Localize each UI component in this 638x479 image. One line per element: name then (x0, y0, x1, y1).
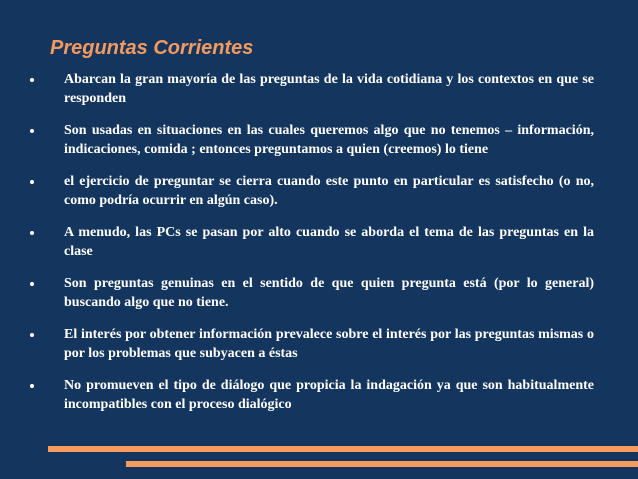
list-item (30, 325, 594, 363)
bullet-dot-icon (30, 333, 34, 337)
bullet-text: Abarcan la gran mayoría de las preguntas de la vida cotidiana y los contextos en que se responden (64, 72, 594, 106)
bullet-text: Son preguntas genuinas en el sentido de que quien pregunta está (por lo general) buscando algo que no tiene. (64, 276, 594, 310)
bullet-text: A menudo, las PCs se pasan por alto cuando se aborda el tema de las preguntas en la clase (64, 225, 594, 259)
bullet-dot-icon (30, 180, 34, 184)
bullet-dot-icon (30, 78, 34, 82)
bullet-dot-icon (30, 282, 34, 286)
bullet-text: No promueven el tipo de diálogo que propicia la indagación ya que son habitualmente incompatibles con el proceso dialógico (64, 378, 594, 412)
bullet-list (30, 70, 594, 427)
bullet-dot-icon (30, 231, 34, 235)
list-item (30, 172, 594, 210)
bullet-text: el ejercicio de preguntar se cierra cuando este punto en particular es satisfecho (o no, como podría ocurrir en algún caso). (64, 174, 594, 208)
decorative-stripe-bottom (126, 461, 638, 467)
list-item (30, 70, 594, 108)
decorative-stripe-top (48, 446, 638, 452)
bullet-text: Son usadas en situaciones en las cuales queremos algo que no tenemos – información, indicaciones, comida ; entonces preguntamos a quien (creemos) lo tiene (64, 123, 594, 157)
bullet-dot-icon (30, 384, 34, 388)
list-item (30, 121, 594, 159)
bullet-text: El interés por obtener información prevalece sobre el interés por las preguntas mismas o por los problemas que subyacen a éstas (64, 327, 594, 361)
bullet-dot-icon (30, 129, 34, 133)
list-item (30, 376, 594, 414)
list-item (30, 274, 594, 312)
slide-title: Preguntas Corrientes (50, 37, 254, 59)
list-item (30, 223, 594, 261)
